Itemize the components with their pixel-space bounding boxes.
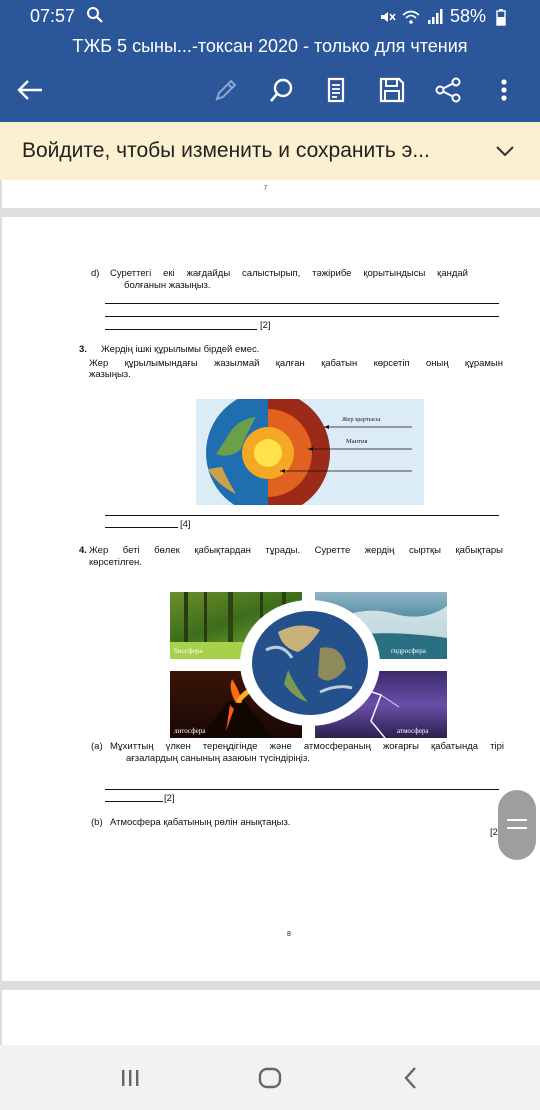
marks: [4] [180,519,191,530]
wifi-icon [402,8,420,26]
signal-icon [426,8,444,26]
page-number: 7 [263,185,268,192]
reading-view-icon [322,76,350,104]
label-atmosphere: атмосфера [397,727,429,735]
back-button[interactable] [12,72,48,108]
label-biosphere: биосфера [174,647,203,655]
share-icon [434,76,462,104]
previous-page [2,180,540,208]
status-time: 07:57 [30,6,76,26]
label-hydrosphere: гидросфера [391,647,426,655]
reading-view-button[interactable] [318,72,354,108]
document-title: ТЖБ 5 сыны...-токсан 2020 - только для чтения [72,36,468,56]
question-d-line1: Суреттегі екі жағдайды салыстырып, тәжірибе қорытындысы қандай [110,268,468,279]
question-d-line2: болғанын жазыңыз. [124,280,211,291]
earth-spheres-image [170,592,450,738]
answer-line [105,316,499,317]
answer-line [105,303,499,304]
system-navigation-bar [0,1045,540,1110]
banner-text: Войдите, чтобы изменить и сохранить э... [22,139,430,162]
page-number: 8 [287,931,291,938]
answer-line [105,329,257,330]
app-bar [0,0,540,122]
back-nav-icon[interactable] [396,1063,426,1093]
home-icon[interactable] [255,1063,285,1093]
marks: [2] [164,793,175,804]
question-4-text1: Жер беті бөлек қабықтардан тұрады. Суретте жердің сыртқы қабықтары [89,545,503,556]
document-view[interactable] [0,180,540,1045]
label-lithosphere: литосфера [174,727,206,735]
earth-structure-image [196,399,424,505]
handle-grip-line [507,819,527,821]
question-a-line1: Мұхиттың үлкен тереңдігінде және атмосфераның жоғарғы қабатында тірі [110,741,504,752]
pencil-icon [212,76,240,104]
save-icon [378,76,406,104]
question-3-number: 3. [79,344,87,355]
battery-percent: 58% [449,6,486,26]
chevron-down-icon[interactable] [494,140,516,162]
label-crust: Жер қыртысы [342,416,381,423]
question-a-line2: ағзалардың санының азаюын түсіндіріңіз. [126,753,310,764]
scroll-handle[interactable] [498,790,536,860]
mute-icon [378,8,396,26]
next-page [2,990,540,1045]
label-mantle: Мантия [346,438,368,445]
question-b-text: Атмосфера қабатының рөлін анықтаңыз. [110,817,291,828]
question-d-label: d) [91,268,100,279]
answer-line [105,801,163,802]
handle-grip-line [507,827,527,829]
question-4-number: 4. [79,545,87,556]
answer-line [105,527,178,528]
question-3-title: Жердің ішкі құрылымы бірдей емес. [101,344,260,355]
document-page [2,217,540,981]
share-button[interactable] [430,72,466,108]
answer-line [105,789,499,790]
search-icon [86,6,104,24]
question-3-text2: жазыңыз. [89,369,131,380]
question-4-text2: көрсетілген. [89,557,142,568]
question-b-label: (b) [91,817,103,828]
status-bar [0,0,540,32]
search-icon [268,76,296,104]
edit-button[interactable] [208,72,244,108]
marks: [2 [490,827,498,838]
question-3-text1: Жер құрылымындағы жазылмай қалған қабатын көрсетіп оның құрамын [89,358,503,369]
arrow-left-icon [16,76,44,104]
more-options-button[interactable] [486,72,522,108]
marks: [2] [260,320,271,331]
question-a-label: (a) [91,741,103,752]
battery-icon [492,8,510,26]
more-vertical-icon [490,76,518,104]
recent-apps-icon[interactable] [115,1063,145,1093]
earth-cross-section [196,399,424,505]
answer-line [105,515,499,516]
globe-graphic [170,592,450,738]
save-button[interactable] [374,72,410,108]
find-button[interactable] [264,72,300,108]
sign-in-banner[interactable] [0,122,540,180]
